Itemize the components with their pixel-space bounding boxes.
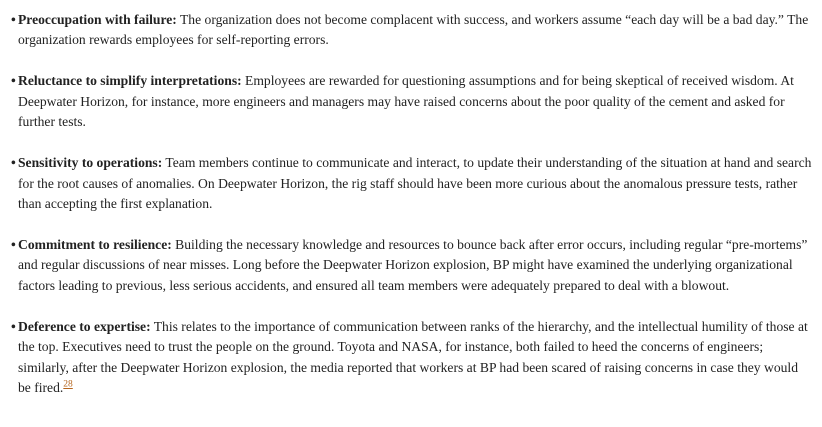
bullet: • <box>11 237 16 253</box>
list-item-sensitivity-to-operations <box>11 153 813 214</box>
bullet: • <box>11 318 16 334</box>
principles-list <box>11 10 813 419</box>
item-term: Commitment to resilience: <box>18 237 172 253</box>
list-item-commitment-to-resilience <box>11 235 813 296</box>
item-term: Reluctance to simplify interpretations: <box>18 73 242 89</box>
item-term: Preoccupation with failure: <box>18 12 177 27</box>
list-item-deference-to-expertise <box>11 317 813 399</box>
list-item-reluctance-to-simplify <box>11 71 813 132</box>
list-item-preoccupation-with-failure <box>11 10 813 51</box>
bullet: • <box>11 12 16 27</box>
item-text: The organization does not become complacent with success, and workers assume “each day will be a bad day.” The organization rewards employees for self-reporting errors. <box>18 12 809 48</box>
bullet: • <box>11 155 16 171</box>
bullet: • <box>11 73 16 89</box>
item-term: Deference to expertise: <box>18 318 151 334</box>
item-term: Sensitivity to operations: <box>18 155 163 171</box>
item-text: This relates to the importance of communication between ranks of the hierarchy, and the intellectual humility of those at the top. Executives need to trust the people on the ground. Toyota and NASA, for instance, both failed to heed the concerns of engineers; similarly, after the Deepwater Horizon explosion, the media reported that workers at BP had been scared of raising concerns in case they would be fired. <box>18 318 808 396</box>
item-text: Team members continue to communicate and interact, to update their understanding of the situation at hand and search for the root causes of anomalies. On Deepwater Horizon, the rig staff should have been more curious about the anomalous pressure tests, rather than accepting the first explanation. <box>18 155 812 212</box>
item-text: Employees are rewarded for questioning assumptions and for being skeptical of received wisdom. At Deepwater Horizon, for instance, more engineers and managers may have raised concerns about the poor quality of the cement and asked for further tests. <box>18 73 794 130</box>
item-text: Building the necessary knowledge and resources to bounce back after error occurs, including regular “pre-mortems” and regular discussions of near misses. Long before the Deepwater Horizon explosion, BP might have examined the underlying organizational factors leading to previous, less serious accidents, and ensured all team members were adequately prepared to deal with a blowout. <box>18 237 808 293</box>
footnote-link[interactable]: 28 <box>63 379 73 390</box>
